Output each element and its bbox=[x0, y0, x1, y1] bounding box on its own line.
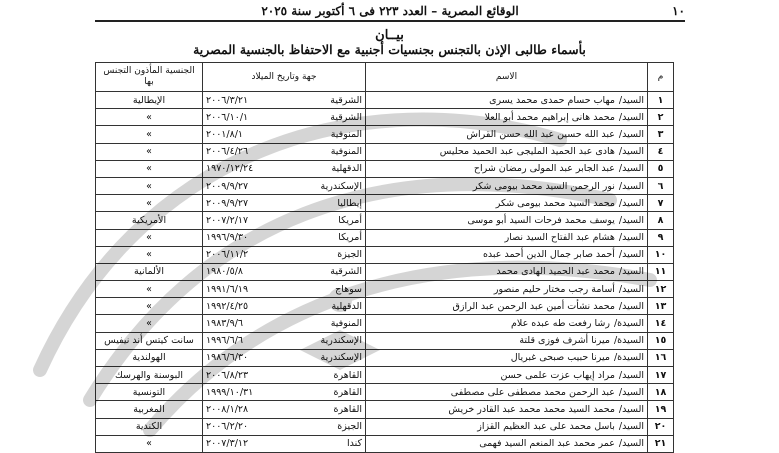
row-name: عبد الله حسين عبد الله حسن القراش bbox=[466, 128, 615, 140]
statement-title: بيــان bbox=[375, 28, 404, 43]
table-row bbox=[96, 332, 674, 349]
row-birth-place: المنوفية bbox=[330, 318, 362, 330]
row-name: باسل محمد على عبد العظيم القزاز bbox=[477, 421, 615, 433]
row-place-dob-cell bbox=[203, 401, 366, 418]
row-birth-place: إيطاليا bbox=[337, 197, 362, 209]
row-birth-date: ١٩٩٦/٦/٦ bbox=[206, 335, 244, 347]
table-row bbox=[96, 229, 674, 246]
row-birth-place: الجيزة bbox=[337, 249, 362, 261]
row-number: ١٩ bbox=[648, 401, 674, 418]
row-nationality: الأمريكية bbox=[96, 212, 203, 229]
row-birth-place: المنوفية bbox=[330, 146, 362, 158]
row-honorific: السيد/ bbox=[618, 369, 644, 381]
row-place-dob-cell bbox=[203, 143, 366, 160]
table-row bbox=[96, 349, 674, 366]
row-number: ٧ bbox=[648, 195, 674, 212]
row-nationality: » bbox=[96, 435, 203, 452]
table-row bbox=[96, 435, 674, 452]
row-birth-place: الإسكندرية bbox=[320, 180, 362, 192]
row-nationality: » bbox=[96, 160, 203, 177]
row-birth-place: الدقهلية bbox=[331, 163, 362, 175]
row-number: ٨ bbox=[648, 212, 674, 229]
row-birth-place: القاهرة bbox=[333, 369, 362, 381]
row-place-dob-cell bbox=[203, 195, 366, 212]
row-honorific: السيد/ bbox=[618, 386, 644, 398]
row-honorific: السيد/ bbox=[618, 214, 644, 226]
row-name-cell bbox=[366, 212, 648, 229]
row-birth-date: ٢٠٠٦/١١/٢ bbox=[206, 249, 249, 261]
row-name-cell bbox=[366, 177, 648, 194]
table-row bbox=[96, 246, 674, 263]
row-place-dob-cell bbox=[203, 435, 366, 452]
row-nationality: » bbox=[96, 143, 203, 160]
row-birth-date: ١٩٨٦/٦/٣٠ bbox=[206, 352, 249, 364]
row-honorific: السيد/ bbox=[618, 197, 644, 209]
table-row bbox=[96, 177, 674, 194]
row-name: نور الرحمن السيد محمد بيومى شكر bbox=[472, 180, 615, 192]
row-honorific: السيد/ bbox=[618, 163, 644, 175]
row-name-cell bbox=[366, 435, 648, 452]
row-name-cell bbox=[366, 263, 648, 280]
row-name: عبد الجابر عبد المولى رمضان شراح bbox=[473, 163, 615, 175]
row-name: محمد السيد محمد محمد عبد القادر خريش bbox=[448, 403, 615, 415]
row-name-cell bbox=[366, 298, 648, 315]
row-name-cell bbox=[366, 195, 648, 212]
row-name-cell bbox=[366, 281, 648, 298]
row-number: ١٠ bbox=[648, 246, 674, 263]
row-place-dob-cell bbox=[203, 109, 366, 126]
row-birth-date: ١٩٨٣/٩/٦ bbox=[206, 318, 244, 330]
row-name-cell bbox=[366, 160, 648, 177]
row-honorific: السيد/ bbox=[618, 232, 644, 244]
table-row bbox=[96, 315, 674, 332]
row-birth-place: الجيزة bbox=[337, 421, 362, 433]
column-header-name: الاسم bbox=[366, 63, 648, 92]
row-birth-place: القاهرة bbox=[333, 386, 362, 398]
column-header-nationality: الجنسية المأذون التجنس بها bbox=[96, 63, 203, 92]
row-birth-date: ٢٠٠٦/١٠/١ bbox=[206, 111, 249, 123]
row-birth-date: ١٩٩٢/٤/٢٥ bbox=[206, 300, 249, 312]
row-honorific: السيد/ bbox=[618, 249, 644, 261]
row-birth-place: الإسكندرية bbox=[320, 352, 362, 364]
table-row bbox=[96, 367, 674, 384]
row-place-dob-cell bbox=[203, 418, 366, 435]
row-number: ١٧ bbox=[648, 367, 674, 384]
row-nationality: » bbox=[96, 177, 203, 194]
row-birth-place: الإسكندرية bbox=[320, 335, 362, 347]
row-name-cell bbox=[366, 332, 648, 349]
row-place-dob-cell bbox=[203, 92, 366, 109]
row-nationality: الإيطالية bbox=[96, 92, 203, 109]
row-birth-place: الشرقية bbox=[330, 94, 362, 106]
row-name: هشام عبد الفتاح السيد نصار bbox=[504, 232, 615, 244]
row-place-dob-cell bbox=[203, 160, 366, 177]
row-honorific: السيد/ bbox=[618, 128, 644, 140]
row-birth-place: الدقهلية bbox=[331, 300, 362, 312]
row-birth-date: ٢٠٠٩/٩/٢٧ bbox=[206, 197, 249, 209]
row-honorific: السيد/ bbox=[618, 94, 644, 106]
row-name: محمد هانى إبراهيم محمد أبو العلا bbox=[484, 111, 615, 123]
table-row bbox=[96, 401, 674, 418]
row-honorific: السيدة/ bbox=[613, 318, 644, 330]
row-birth-date: ١٩٩٩/١٠/٣١ bbox=[206, 386, 254, 398]
row-birth-place: أمريكا bbox=[338, 232, 362, 244]
row-name-cell bbox=[366, 384, 648, 401]
row-number: ١١ bbox=[648, 263, 674, 280]
row-place-dob-cell bbox=[203, 298, 366, 315]
row-nationality: » bbox=[96, 315, 203, 332]
row-number: ١٨ bbox=[648, 384, 674, 401]
row-birth-date: ٢٠٠٩/٩/٢٧ bbox=[206, 180, 249, 192]
row-place-dob-cell bbox=[203, 177, 366, 194]
row-number: ٦ bbox=[648, 177, 674, 194]
column-header-place-dob: جهة وتاريخ الميلاد bbox=[203, 63, 366, 92]
row-birth-date: ٢٠٠٦/٤/٢٦ bbox=[206, 146, 249, 158]
row-nationality: الهولندية bbox=[96, 349, 203, 366]
row-number: ٥ bbox=[648, 160, 674, 177]
row-nationality: البوسنة والهرسك bbox=[96, 367, 203, 384]
row-birth-place: سوهاج bbox=[335, 283, 362, 295]
row-honorific: السيد/ bbox=[618, 438, 644, 450]
row-name: رشا رفعت طه عبده علام bbox=[511, 318, 610, 330]
table-row bbox=[96, 418, 674, 435]
table-row bbox=[96, 126, 674, 143]
row-number: ٣ bbox=[648, 126, 674, 143]
row-name: محمد السيد محمد بيومى شكر bbox=[495, 197, 615, 209]
row-birth-date: ٢٠٠٦/٣/٢١ bbox=[206, 94, 249, 106]
row-nationality: المغربية bbox=[96, 401, 203, 418]
row-number: ١٢ bbox=[648, 281, 674, 298]
row-honorific: السيد/ bbox=[618, 266, 644, 278]
row-nationality: » bbox=[96, 298, 203, 315]
row-birth-place: القاهرة bbox=[333, 403, 362, 415]
row-birth-date: ١٩٨٠/٥/٨ bbox=[206, 266, 244, 278]
row-birth-date: ٢٠٠٧/٣/١٢ bbox=[206, 438, 249, 450]
table-row bbox=[96, 160, 674, 177]
table-row bbox=[96, 143, 674, 160]
row-name: مراد إيهاب عزت علمى حسن bbox=[500, 369, 615, 381]
row-honorific: السيد/ bbox=[618, 111, 644, 123]
row-birth-date: ٢٠٠٨/١/٢٨ bbox=[206, 403, 249, 415]
row-name-cell bbox=[366, 349, 648, 366]
row-honorific: السيد/ bbox=[618, 180, 644, 192]
row-name: أسامة رجب مختار حليم منصور bbox=[493, 283, 615, 295]
row-name-cell bbox=[366, 401, 648, 418]
row-nationality: » bbox=[96, 246, 203, 263]
table-row bbox=[96, 281, 674, 298]
row-name-cell bbox=[366, 315, 648, 332]
row-nationality: » bbox=[96, 195, 203, 212]
row-nationality: الكندية bbox=[96, 418, 203, 435]
row-birth-place: كندا bbox=[346, 438, 362, 450]
row-place-dob-cell bbox=[203, 281, 366, 298]
row-name: محمد عبد الحميد الهادى محمد bbox=[496, 266, 615, 278]
table-row bbox=[96, 109, 674, 126]
row-nationality: » bbox=[96, 126, 203, 143]
row-birth-date: ٢٠٠٧/٢/١٧ bbox=[206, 214, 249, 226]
row-place-dob-cell bbox=[203, 212, 366, 229]
row-birth-date: ١٩٧٠/١٢/٢٤ bbox=[206, 163, 254, 175]
row-place-dob-cell bbox=[203, 263, 366, 280]
row-honorific: السيدة/ bbox=[613, 335, 644, 347]
row-name-cell bbox=[366, 229, 648, 246]
row-number: ٢١ bbox=[648, 435, 674, 452]
row-name-cell bbox=[366, 143, 648, 160]
row-place-dob-cell bbox=[203, 246, 366, 263]
row-name: مهاب حسام حمدى محمد يسرى bbox=[489, 94, 615, 106]
table-row bbox=[96, 298, 674, 315]
row-nationality: » bbox=[96, 109, 203, 126]
row-place-dob-cell bbox=[203, 367, 366, 384]
row-place-dob-cell bbox=[203, 332, 366, 349]
row-honorific: السيدة/ bbox=[613, 352, 644, 364]
row-nationality: التونسية bbox=[96, 384, 203, 401]
row-name: ميرنا حبيب صبحى غبريال bbox=[510, 352, 610, 364]
row-place-dob-cell bbox=[203, 315, 366, 332]
row-birth-date: ١٩٩٦/٩/٣٠ bbox=[206, 232, 249, 244]
row-place-dob-cell bbox=[203, 349, 366, 366]
row-birth-place: المنوفية bbox=[330, 128, 362, 140]
row-name-cell bbox=[366, 126, 648, 143]
row-name-cell bbox=[366, 418, 648, 435]
table-body bbox=[96, 92, 674, 453]
table-header-row bbox=[96, 63, 674, 92]
row-number: ١٣ bbox=[648, 298, 674, 315]
row-birth-date: ٢٠٠٦/٢/٢٠ bbox=[206, 421, 249, 433]
row-number: ١٥ bbox=[648, 332, 674, 349]
row-nationality: الألمانية bbox=[96, 263, 203, 280]
statement-subtitle: بأسماء طالبى الإذن بالتجنس بجنسيات أجنبية مع الاحتفاظ بالجنسية المصرية bbox=[193, 42, 586, 57]
row-place-dob-cell bbox=[203, 126, 366, 143]
row-number: ٢٠ bbox=[648, 418, 674, 435]
table-row bbox=[96, 212, 674, 229]
row-name-cell bbox=[366, 109, 648, 126]
row-number: ١٦ bbox=[648, 349, 674, 366]
gazette-issue-title: الوقائع المصرية – العدد ٢٢٣ فى ٦ أكتوبر سنة ٢٠٢٥ bbox=[261, 4, 519, 18]
row-nationality: سانت كيتس أند نيفيس bbox=[96, 332, 203, 349]
row-birth-place: أمريكا bbox=[338, 214, 362, 226]
row-name: عمر محمد عبد المنعم السيد فهمى bbox=[479, 438, 615, 450]
row-name-cell bbox=[366, 246, 648, 263]
row-birth-date: ٢٠٠١/٨/١ bbox=[206, 128, 244, 140]
row-name-cell bbox=[366, 92, 648, 109]
row-name: هادى عبد الحميد المليجى عبد الحميد محليس bbox=[439, 146, 615, 158]
column-header-number: م bbox=[648, 63, 674, 92]
row-birth-date: ١٩٩١/٦/١٩ bbox=[206, 283, 249, 295]
row-nationality: » bbox=[96, 281, 203, 298]
row-name: عبد الرحمن محمد مصطفى على مصطفى bbox=[450, 386, 615, 398]
row-honorific: السيد/ bbox=[618, 403, 644, 415]
row-nationality: » bbox=[96, 229, 203, 246]
row-birth-place: الشرقية bbox=[330, 111, 362, 123]
row-name-cell bbox=[366, 367, 648, 384]
row-number: ٢ bbox=[648, 109, 674, 126]
row-honorific: السيد/ bbox=[618, 421, 644, 433]
row-honorific: السيد/ bbox=[618, 283, 644, 295]
table-row bbox=[96, 195, 674, 212]
table-row bbox=[96, 384, 674, 401]
table-row bbox=[96, 263, 674, 280]
row-name: يوسف محمد فرحات السيد أبو موسى bbox=[467, 214, 615, 226]
page-header bbox=[95, 4, 685, 22]
row-place-dob-cell bbox=[203, 384, 366, 401]
row-place-dob-cell bbox=[203, 229, 366, 246]
row-number: ٩ bbox=[648, 229, 674, 246]
row-name: أحمد صابر جمال الدين أحمد عبده bbox=[482, 249, 615, 261]
row-number: ١٤ bbox=[648, 315, 674, 332]
row-number: ١ bbox=[648, 92, 674, 109]
naturalization-table bbox=[95, 62, 674, 453]
row-name: محمد نشأت أمين عبد الرحمن عبد الرازق bbox=[452, 300, 615, 312]
row-name: ميرنا أشرف فوزى قلتة bbox=[519, 335, 610, 347]
table-row bbox=[96, 92, 674, 109]
row-honorific: السيد/ bbox=[618, 146, 644, 158]
row-birth-date: ٢٠٠٦/٨/٢٣ bbox=[206, 369, 249, 381]
page-number: ١٠ bbox=[672, 4, 685, 18]
row-number: ٤ bbox=[648, 143, 674, 160]
row-birth-place: الشرقية bbox=[330, 266, 362, 278]
row-honorific: السيد/ bbox=[618, 300, 644, 312]
